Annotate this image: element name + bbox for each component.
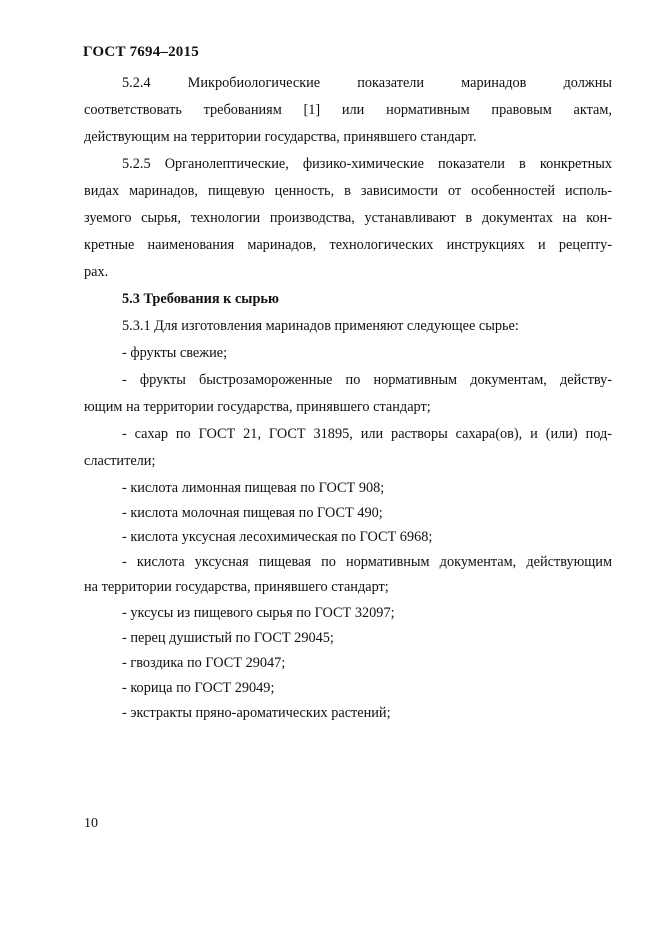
text-line: 5.2.5 Органолептические, физико-химические показатели в конкретных [122,156,612,172]
list-item: - кислота молочная пищевая по ГОСТ 490; [122,505,383,521]
list-item: - гвоздика по ГОСТ 29047; [122,655,286,671]
text-line: действующим на территории государства, принявшего стандарт. [84,129,477,145]
text-line: на территории государства, принявшего стандарт; [84,579,389,595]
list-item: - корица по ГОСТ 29049; [122,680,275,696]
list-item: - экстракты пряно-ароматических растений; [122,705,391,721]
text-line: 5.2.4 Микробиологические показатели маринадов должны [122,75,612,91]
text-line: 5.3.1 Для изготовления маринадов применяют следующее сырье: [122,318,519,334]
list-item: - перец душистый по ГОСТ 29045; [122,630,334,646]
text-line: зуемого сырья, технологии производства, устанавливают в документах на кон- [84,210,612,226]
list-item: - кислота лимонная пищевая по ГОСТ 908; [122,480,385,496]
list-item: - кислота уксусная лесохимическая по ГОСТ 6968; [122,529,433,545]
page-number: 10 [84,816,98,831]
list-item: - фрукты быстрозамороженные по нормативным документам, действу- [122,372,612,388]
text-line: ющим на территории государства, принявшего стандарт; [84,399,431,415]
list-item: - кислота уксусная пищевая по нормативным документам, действующим [122,554,612,570]
list-item: - фрукты свежие; [122,345,228,361]
section-heading: 5.3 Требования к сырью [122,291,279,307]
list-item: - уксусы из пищевого сырья по ГОСТ 32097; [122,605,395,621]
text-line: соответствовать требованиям [1] или нормативным правовым актам, [84,102,612,118]
text-line: сластители; [84,453,156,469]
document-header: ГОСТ 7694–2015 [83,44,199,60]
text-line: видах маринадов, пищевую ценность, в зависимости от особенностей исполь- [84,183,612,199]
text-line: кретные наименования маринадов, технологических инструкциях и рецепту- [84,237,612,253]
text-line: рах. [84,264,109,280]
list-item: - сахар по ГОСТ 21, ГОСТ 31895, или растворы сахара(ов), и (или) под- [122,426,612,442]
